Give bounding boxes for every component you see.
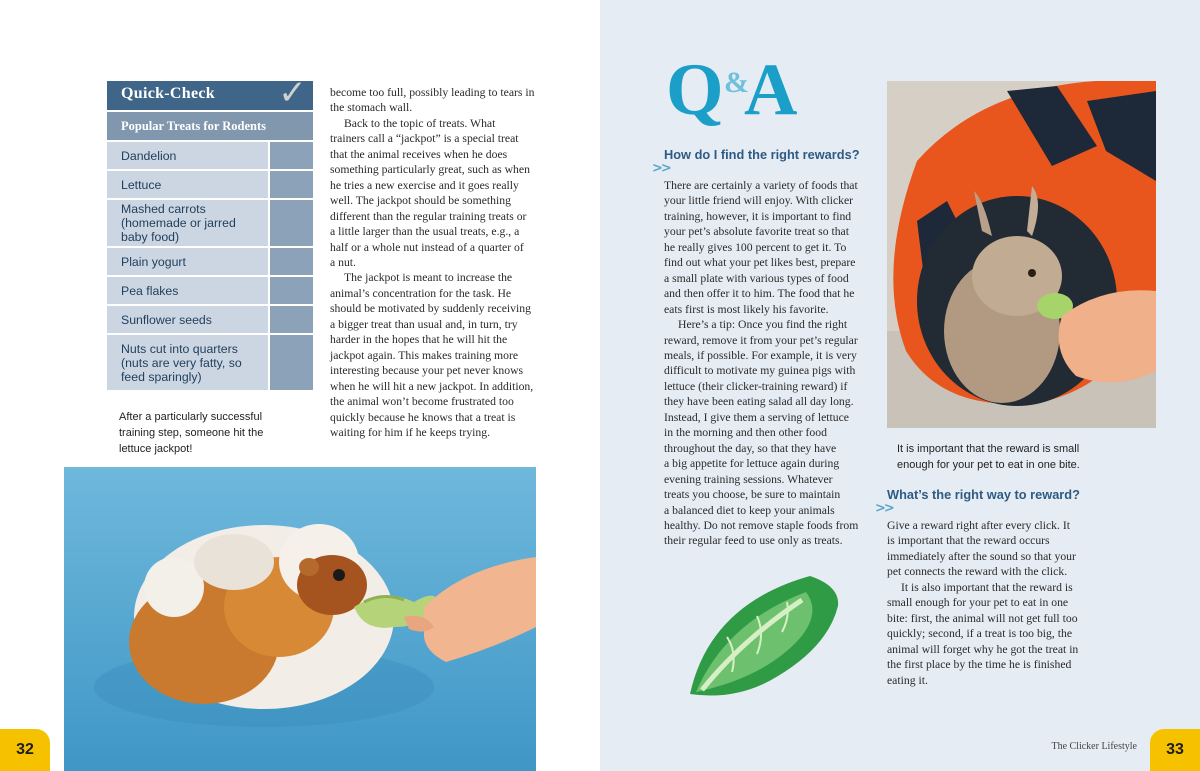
text-line: the stomach wall. <box>330 101 413 115</box>
checkbox-cell <box>270 200 313 246</box>
quick-check-title-text: Quick-Check <box>121 85 215 102</box>
text-line: should be motivated by suddenly receiving <box>330 302 531 316</box>
photo-caption-right: It is important that the reward is small enough for your pet to eat in one bite. <box>897 443 1080 471</box>
text-line: interesting because your pet never knows <box>330 364 524 378</box>
text-line: immediately after the sound so that your <box>887 549 1076 563</box>
table-row <box>107 277 313 304</box>
table-cell: Mashed carrots (homemade or jarred baby food) <box>107 200 268 246</box>
text-line: eats first is most likely his favorite. <box>664 302 829 316</box>
text-line: the animal won’t become frustrated too <box>330 395 514 409</box>
text-line: waiting for him if he keeps trying. <box>330 425 491 439</box>
table-row <box>107 142 313 169</box>
quick-check-table <box>107 73 313 390</box>
text-line: evening training sessions. Whatever <box>664 472 833 486</box>
text-line: harder in the hopes that he will hit the <box>330 333 508 347</box>
checkmark-icon: ✓ <box>278 73 307 113</box>
text-line: healthy. Do not remove staple foods from <box>664 518 859 532</box>
text-line: difficult to motivate my guinea pigs with <box>664 364 856 378</box>
table-cell: Sunflower seeds <box>107 306 268 333</box>
text-line: when he will hit a new jackpot. In addition, <box>330 379 534 393</box>
text-line: a small plate with various types of food <box>664 271 849 285</box>
quick-check-title <box>107 73 313 113</box>
text-line: treats you choose, be sure to maintain <box>664 488 841 502</box>
text-line: half or a whole nut instead of a quarter of <box>330 240 524 254</box>
checkbox-cell <box>270 142 313 169</box>
text-line: he really gives 100 percent to get it. To <box>664 240 847 254</box>
running-title: The Clicker Lifestyle <box>1051 741 1137 752</box>
table-row <box>107 335 313 390</box>
qa-logo-amp: & <box>724 66 749 99</box>
text-line: The jackpot is meant to increase the <box>344 271 513 285</box>
checkbox-cell <box>270 306 313 333</box>
qa-logo <box>666 52 816 132</box>
text-line: bite: first, the animal will not get full too <box>887 611 1078 625</box>
qa-logo-q: Q <box>666 52 724 131</box>
text-line: training, however, it is important to find <box>664 209 852 223</box>
lettuce-illustration <box>682 572 842 702</box>
text-line: something particularly great, such as when <box>330 163 530 177</box>
text-line: their regular feed to use only as treats. <box>664 534 843 548</box>
answer-text-1 <box>664 178 858 549</box>
text-line: he tries a new exercise and it goes really <box>330 178 519 192</box>
question-heading-1: How do I find the right rewards? <box>664 147 860 162</box>
text-line: Give a reward right after every click. It <box>887 519 1071 532</box>
table-cell: Plain yogurt <box>107 248 268 275</box>
text-line: small enough for your pet to eat in one <box>887 596 1069 610</box>
text-line: become too full, possibly leading to tears in <box>330 86 535 99</box>
table-row <box>107 171 313 198</box>
guinea-pig-photo <box>64 467 536 771</box>
text-line: eating it. <box>887 673 928 687</box>
text-line: they have been eating salad all day long. <box>664 395 854 409</box>
text-line: your little friend will enjoy. With clicker <box>664 194 854 208</box>
text-line: pet connects the reward with the click. <box>887 565 1068 579</box>
qa-logo-a: A <box>744 52 798 131</box>
text-line: a little larger than the usual treats, e.g., a <box>330 225 520 239</box>
text-line: throughout the day, so that they have <box>664 441 837 455</box>
page-number-left: 32 <box>0 729 50 771</box>
quick-check-subtitle: Popular Treats for Rodents <box>107 112 313 140</box>
text-line: in the morning and then other food <box>664 426 827 440</box>
text-line: is important that the reward occurs <box>887 534 1050 548</box>
page-number-right: 33 <box>1150 729 1200 771</box>
text-line: a big appetite for lettuce again during <box>664 457 840 471</box>
text-line: and then offer it to him. The food that he <box>664 287 855 301</box>
text-line: find out what your pet likes best, prepare <box>664 256 856 270</box>
question-heading-2: What’s the right way to reward? <box>887 487 1080 502</box>
table-cell: Lettuce <box>107 171 268 198</box>
text-line: jackpot again. This makes training more <box>330 348 519 362</box>
body-column-left <box>330 85 535 440</box>
checkbox-cell <box>270 171 313 198</box>
text-line: Here’s a tip: Once you find the right <box>678 318 848 332</box>
text-line: Instead, I give them a serving of lettuce <box>664 410 849 424</box>
text-line: It is also important that the reward is <box>901 580 1073 594</box>
text-line: Back to the topic of treats. What <box>344 116 496 130</box>
checkbox-cell <box>270 277 313 304</box>
double-chevron-icon: >> <box>652 161 670 176</box>
text-line: reward, remove it from your pet’s regular <box>664 333 858 347</box>
checkbox-cell <box>270 248 313 275</box>
table-row <box>107 200 313 246</box>
text-line: a bigger treat than usual and, in turn, try <box>330 317 518 331</box>
double-chevron-icon: >> <box>875 501 893 516</box>
text-line: that the animal receives when he does <box>330 147 508 161</box>
text-line: different than the regular training treats or <box>330 209 527 223</box>
table-cell: Nuts cut into quarters (nuts are very fatty, so feed sparingly) <box>107 335 268 390</box>
text-line: There are certainly a variety of foods that <box>664 179 858 192</box>
text-line: animal will forget why he got the treat in <box>887 642 1079 656</box>
text-line: quickly because he knows that a treat is <box>330 410 516 424</box>
text-line: your pet’s absolute favorite treat so that <box>664 225 849 239</box>
table-cell: Dandelion <box>107 142 268 169</box>
answer-text-2 <box>887 518 1078 688</box>
rabbit-photo <box>887 81 1156 428</box>
text-line: lettuce (their clicker-training reward) if <box>664 379 848 393</box>
table-row <box>107 306 313 333</box>
text-line: a nut. <box>330 255 356 269</box>
text-line: quickly; second, if a treat is too big, the <box>887 627 1073 641</box>
table-cell: Pea flakes <box>107 277 268 304</box>
text-line: well. The jackpot should be something <box>330 194 511 208</box>
text-line: meals, if possible. For example, it is very <box>664 348 857 362</box>
text-line: the first place by the time he is finished <box>887 658 1072 672</box>
text-line: trainers call a “jackpot” is a special treat <box>330 132 519 146</box>
checkbox-cell <box>270 335 313 390</box>
photo-caption-left: After a particularly successful training step, someone hit the lettuce jackpot! <box>119 411 264 455</box>
text-line: a balanced diet to keep your animals <box>664 503 835 517</box>
text-line: animal’s concentration for the task. He <box>330 286 512 300</box>
table-row <box>107 248 313 275</box>
